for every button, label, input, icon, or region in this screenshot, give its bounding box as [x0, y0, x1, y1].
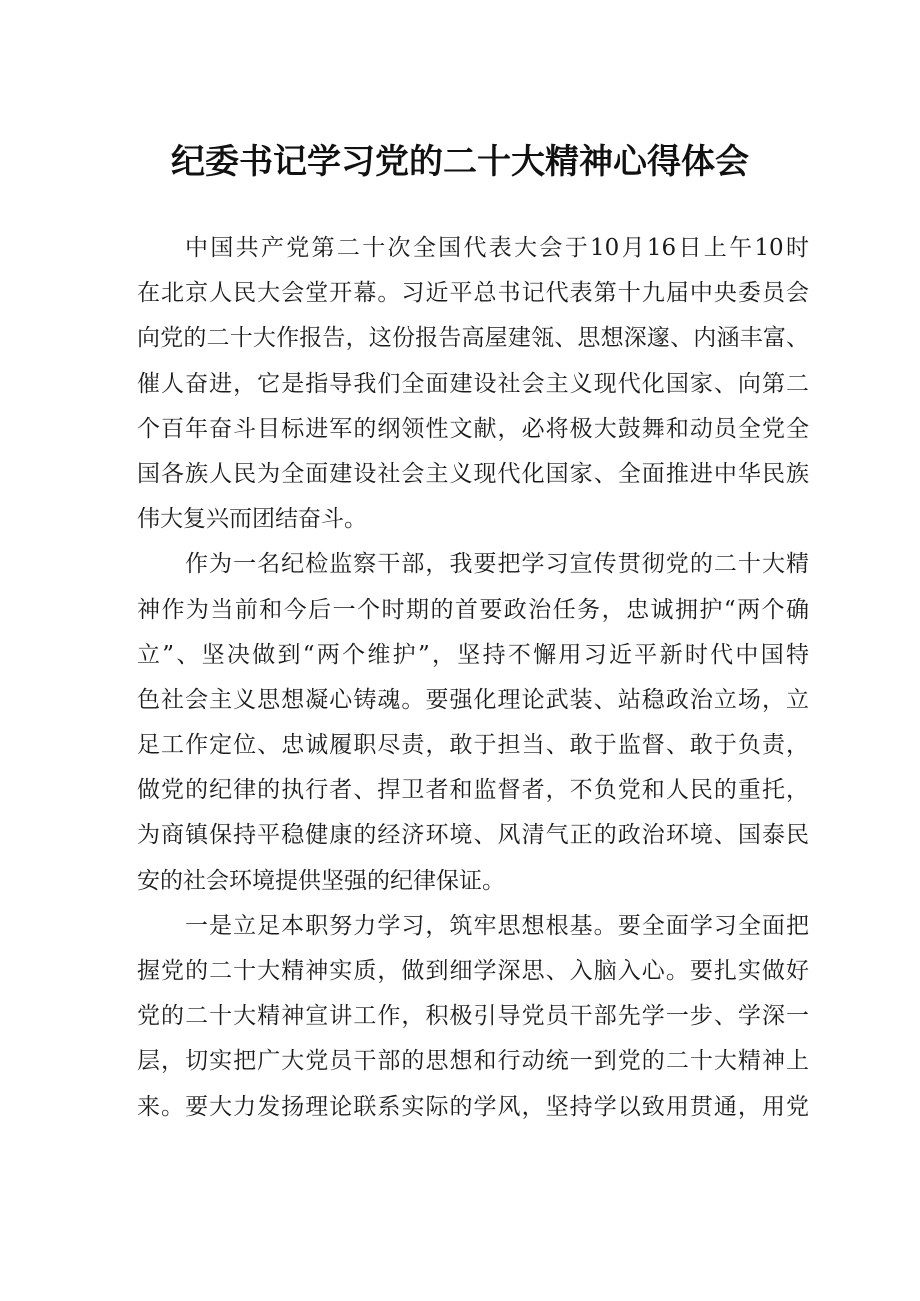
paragraph-line: 个百年奋斗目标进军的纲领性文献，必将极大鼓舞和动员全党全	[137, 415, 809, 442]
paragraph-line: 层，切实把广大党员干部的思想和行动统一到党的二十大精神上	[137, 1048, 809, 1075]
paragraph-line: 为商镇保持平稳健康的经济环境、风清气正的政治环境、国泰民	[137, 822, 809, 849]
paragraph-line: 在北京人民大会堂开幕。习近平总书记代表第十九届中央委员会	[137, 280, 809, 307]
paragraph-line: 握党的二十大精神实质，做到细学深思、入脑入心。要扎实做好	[137, 958, 809, 984]
paragraph-line: 色社会主义思想凝心铸魂。要强化理论武装、站稳政治立场，立	[137, 686, 809, 713]
paragraph-line: 做党的纪律的执行者、捍卫者和监督者，不负党和人民的重托，	[137, 777, 809, 804]
paragraph-3	[137, 904, 809, 1130]
paragraph-line: 中国共产党第二十次全国代表大会于10月16日上午10时	[185, 235, 809, 261]
paragraph-line: 安的社会环境提供坚强的纪律保证。	[137, 867, 505, 894]
paragraph-line: 神作为当前和今后一个时期的首要政治任务，忠诚拥护“两个确	[137, 596, 809, 623]
paragraph-line: 催人奋进，它是指导我们全面建设社会主义现代化国家、向第二	[137, 370, 809, 397]
paragraph-line: 作为一名纪检监察干部，我要把学习宣传贯彻党的二十大精	[185, 551, 809, 578]
paragraph-line: 党的二十大精神宣讲工作，积极引导党员干部先学一步、学深一	[137, 1003, 809, 1030]
paragraph-1	[137, 226, 809, 542]
document-body	[137, 226, 809, 1130]
paragraph-2	[137, 542, 809, 904]
paragraph-line: 一是立足本职努力学习，筑牢思想根基。要全面学习全面把	[185, 912, 809, 939]
paragraph-line: 国各族人民为全面建设社会主义现代化国家、全面推进中华民族	[137, 460, 809, 487]
paragraph-line: 伟大复兴而团结奋斗。	[137, 506, 367, 533]
document-title: 纪委书记学习党的二十大精神心得体会	[171, 142, 749, 182]
paragraph-line: 足工作定位、忠诚履职尽责，敢于担当、敢于监督、敢于负责，	[137, 732, 809, 759]
paragraph-line: 来。要大力发扬理论联系实际的学风，坚持学以致用贯通，用党	[137, 1093, 809, 1120]
paragraph-line: 向党的二十大作报告，这份报告高屋建瓴、思想深邃、内涵丰富、	[137, 325, 809, 352]
paragraph-line: 立”、坚决做到“两个维护”，坚持不懈用习近平新时代中国特	[137, 641, 809, 668]
